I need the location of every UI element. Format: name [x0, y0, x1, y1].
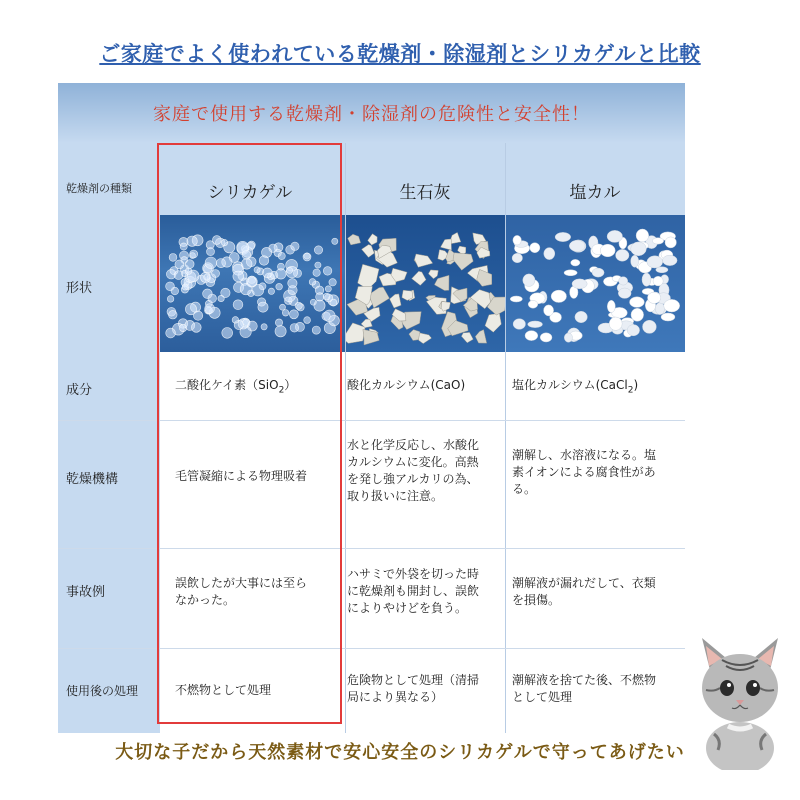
- calcium-chloride-pellet: [627, 325, 639, 336]
- quicklime-lump: [362, 245, 375, 258]
- calcium-chloride-pellet: [607, 300, 615, 312]
- quicklime-lump: [419, 333, 432, 344]
- row-label-component: 成分: [66, 383, 93, 398]
- calcium-chloride-photo: [505, 215, 685, 352]
- quicklime-lump: [345, 323, 365, 344]
- calcium-chloride-pellet: [607, 230, 622, 242]
- quicklime-lump: [390, 294, 402, 308]
- calcium-chloride-pellet: [609, 317, 622, 330]
- calcium-chloride-pellet: [512, 253, 522, 262]
- cell-line: る。: [512, 482, 537, 496]
- calcium-chloride-pellet: [665, 237, 676, 248]
- calcium-chloride-pellet: [575, 311, 587, 322]
- calcium-chloride-pellet: [528, 321, 543, 328]
- row-divider: [58, 420, 685, 421]
- component-silica-gel: 二酸化ケイ素（SiO$_2$）: [175, 378, 297, 396]
- column-header-calcium-chloride: 塩カル: [569, 183, 621, 203]
- calcium-chloride-pellet: [525, 331, 538, 341]
- cell-line: 潮解液が漏れだして、衣類: [512, 576, 656, 590]
- danger-subtitle: 家庭で使用する乾燥剤・除湿剤の危険性と安全性！: [153, 104, 590, 125]
- cell-line: 局により異なる）: [347, 690, 444, 704]
- calcium-chloride-pellet: [528, 300, 538, 308]
- calcium-chloride-pellet: [600, 244, 615, 257]
- accident-quicklime: [347, 566, 479, 617]
- column-divider: [345, 143, 346, 733]
- calcium-chloride-pellet: [663, 255, 678, 265]
- calcium-chloride-pellet: [619, 277, 628, 285]
- cell-line: 潮解し、水溶液になる。塩: [512, 448, 657, 462]
- quicklime-lump: [453, 253, 473, 271]
- calcium-chloride-pellet: [564, 333, 572, 342]
- cell-line: を発し強アルカリの為、: [347, 472, 479, 486]
- cell-line: なかった。: [175, 593, 236, 607]
- quicklime-lump: [428, 270, 438, 279]
- calcium-chloride-pellet: [572, 279, 587, 289]
- column-header-quicklime: 生石灰: [399, 183, 451, 203]
- quicklime-lump: [415, 254, 433, 267]
- quicklime-lump: [475, 330, 486, 343]
- cell-line: 取り扱いに注意。: [347, 489, 444, 503]
- cell-line: として処理: [512, 690, 573, 704]
- cell-line: に乾燥剤も開封し、誤飲: [347, 584, 480, 598]
- calcium-chloride-pellet: [555, 232, 571, 241]
- calcium-chloride-pellet: [510, 296, 522, 302]
- calcium-chloride-pellet: [530, 243, 540, 253]
- row-label-accident: 事故例: [66, 585, 106, 600]
- quicklime-photo: [345, 215, 505, 352]
- component-calcium-chloride: 塩化カルシウム(CaCl$_2$): [512, 378, 639, 396]
- calcium-chloride-pellet: [523, 274, 535, 287]
- cell-line: 毛管凝縮による物理吸着: [175, 469, 308, 483]
- calcium-chloride-pellet: [513, 319, 525, 330]
- cell-line: 危険物として処理（清掃: [347, 673, 480, 687]
- cell-line: カルシウムに変化。高熱: [347, 455, 479, 469]
- cell-line: 素イオンによる腐食性があ: [512, 465, 656, 479]
- component-quicklime: 酸化カルシウム(CaO): [347, 378, 466, 392]
- calcium-chloride-pellet: [544, 305, 554, 316]
- quicklime-lump: [441, 239, 452, 250]
- calcium-chloride-pellet: [653, 276, 663, 286]
- mechanism-calcium-chloride: [512, 447, 656, 498]
- quicklime-lump: [441, 302, 450, 312]
- disposal-quicklime: [347, 672, 479, 706]
- disposal-calcium-chloride: [512, 672, 656, 706]
- silica-gel-highlight-box: [157, 143, 342, 724]
- cell-line: を損傷。: [512, 593, 561, 607]
- row-label-shape: 形状: [66, 281, 93, 296]
- cat-image: [692, 630, 787, 770]
- calcium-chloride-pellet: [636, 229, 649, 242]
- cell-line: 水と化学反応し、水酸化: [347, 438, 480, 452]
- calcium-chloride-pellet: [544, 248, 555, 260]
- calcium-chloride-pellet: [571, 259, 580, 266]
- calcium-chloride-pellet: [513, 235, 521, 245]
- quicklime-lump: [348, 234, 361, 245]
- calcium-chloride-pellet: [661, 313, 675, 321]
- calcium-chloride-pellet: [631, 308, 644, 321]
- calcium-chloride-pellet: [569, 240, 585, 251]
- quicklime-lump: [485, 313, 501, 332]
- cell-line: によりやけどを負う。: [347, 601, 468, 615]
- calcium-chloride-pellet: [540, 333, 552, 342]
- row-divider: [58, 548, 685, 549]
- quicklime-lump: [358, 264, 379, 289]
- calcium-chloride-pellet: [631, 255, 639, 267]
- calcium-chloride-pellet: [616, 249, 629, 261]
- calcium-chloride-pellet: [647, 256, 663, 268]
- row-label-disposal: 使用後の処理: [66, 684, 139, 698]
- row-label-mechanism: 乾燥機構: [66, 472, 119, 487]
- calcium-chloride-pellet: [631, 242, 647, 256]
- cell-line: 誤飲したが大事には至ら: [175, 576, 308, 590]
- calcium-chloride-pellet: [551, 290, 566, 302]
- accident-calcium-chloride: [512, 575, 656, 609]
- calcium-chloride-pellet: [648, 292, 661, 303]
- column-divider: [505, 143, 506, 733]
- row-divider: [58, 648, 685, 649]
- quicklime-lump: [368, 234, 378, 245]
- calcium-chloride-pellet: [642, 273, 651, 286]
- calcium-chloride-pellet: [592, 268, 604, 277]
- cell-line: 潮解液を捨てた後、不燃物: [512, 673, 657, 687]
- mechanism-quicklime: [347, 437, 479, 505]
- quicklime-lump: [412, 271, 426, 285]
- row-label-type: 乾燥剤の種類: [66, 182, 132, 195]
- quicklime-lump: [461, 332, 473, 342]
- cell-line: 不燃物として処理: [175, 683, 272, 697]
- calcium-chloride-pellet: [618, 288, 631, 298]
- calcium-chloride-pellet: [655, 303, 664, 315]
- calcium-chloride-pellet: [564, 270, 577, 276]
- quicklime-lump: [477, 269, 492, 286]
- calcium-chloride-pellet: [652, 238, 663, 244]
- calcium-chloride-pellet: [630, 297, 645, 308]
- column-header-silica-gel: シリカゲル: [207, 183, 293, 203]
- quicklime-lump: [434, 275, 449, 290]
- footer-tagline: 大切な子だから天然素材で安心安全のシリカゲルで守ってあげたい: [115, 742, 685, 763]
- cell-line: ハサミで外袋を切った時: [347, 567, 480, 581]
- page-title: ご家庭でよく使われている乾燥剤・除湿剤とシリカゲルと比較: [99, 42, 701, 66]
- calcium-chloride-pellet: [643, 320, 657, 333]
- calcium-chloride-pellet: [664, 299, 680, 312]
